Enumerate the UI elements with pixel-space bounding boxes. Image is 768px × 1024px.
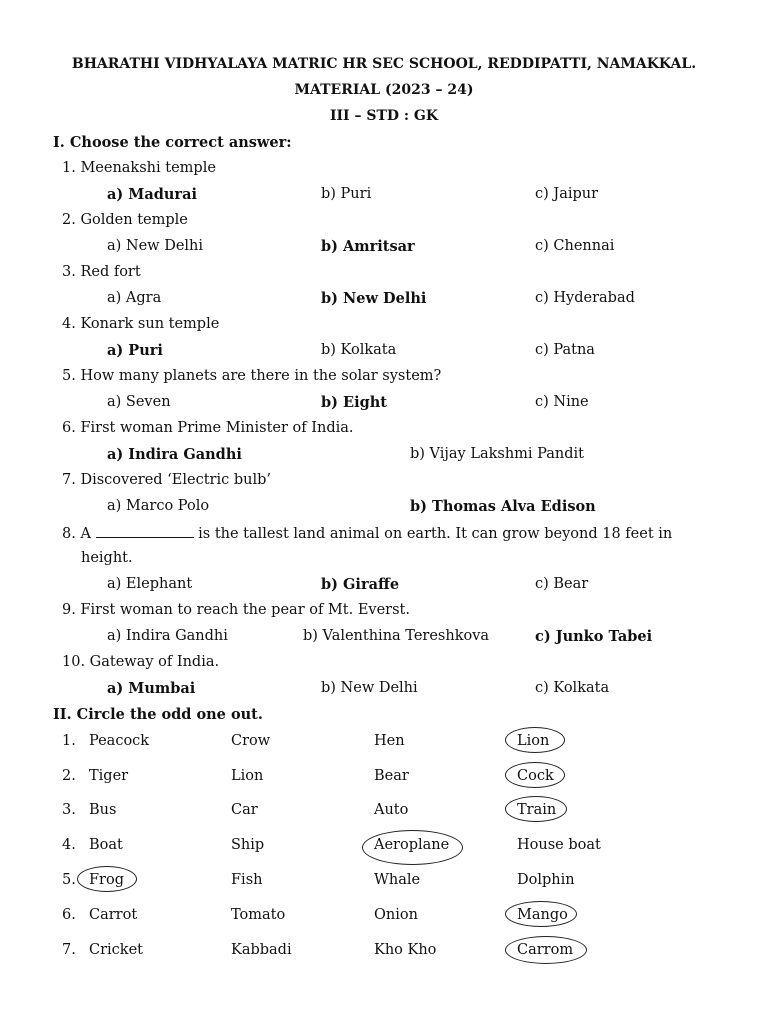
odd-row-6-word-1: Carrot bbox=[89, 907, 138, 923]
section-2-title: II. Circle the odd one out. bbox=[53, 706, 263, 723]
option-3b: b) New Delhi bbox=[321, 290, 427, 307]
option-3a: a) Agra bbox=[107, 290, 162, 306]
odd-row-2-word-3: Bear bbox=[374, 768, 409, 784]
option-6a: a) Indira Gandhi bbox=[107, 446, 242, 463]
odd-row-1-number: 1. bbox=[62, 733, 76, 749]
odd-row-7-word-1: Cricket bbox=[89, 942, 143, 958]
option-1c: c) Jaipur bbox=[535, 186, 599, 202]
option-1a: a) Madurai bbox=[107, 186, 197, 203]
odd-row-5-word-4: Dolphin bbox=[517, 872, 575, 888]
odd-row-2-word-4: Cock bbox=[517, 768, 554, 784]
option-5c: c) Nine bbox=[535, 394, 589, 410]
odd-row-4-word-2: Ship bbox=[231, 837, 265, 853]
odd-row-3-number: 3. bbox=[62, 802, 76, 818]
odd-row-7-number: 7. bbox=[62, 942, 76, 958]
odd-row-6-word-2: Tomato bbox=[231, 907, 286, 923]
option-9b: b) Valenthina Tereshkova bbox=[303, 628, 490, 644]
odd-row-6-number: 6. bbox=[62, 907, 76, 923]
odd-row-4-number: 4. bbox=[62, 837, 76, 853]
odd-row-5-number: 5. bbox=[62, 872, 76, 888]
option-1b: b) Puri bbox=[321, 186, 372, 202]
question-9: 9. First woman to reach the pear of Mt. Everst. bbox=[62, 602, 410, 618]
section-1-title: I. Choose the correct answer: bbox=[53, 134, 292, 151]
odd-row-4-word-1: Boat bbox=[89, 837, 123, 853]
option-8b: b) Giraffe bbox=[321, 576, 400, 593]
odd-row-3-word-1: Bus bbox=[89, 802, 117, 818]
material-year: MATERIAL (2023 – 24) bbox=[294, 82, 474, 98]
odd-row-5-word-1: Frog bbox=[89, 872, 125, 888]
question-2: 2. Golden temple bbox=[62, 212, 188, 228]
school-name: BHARATHI VIDHYALAYA MATRIC HR SEC SCHOOL, REDDIPATTI, NAMAKKAL. bbox=[71, 56, 697, 72]
odd-row-3-word-2: Car bbox=[231, 802, 258, 818]
odd-row-6-word-3: Onion bbox=[374, 907, 418, 923]
option-3c: c) Hyderabad bbox=[535, 290, 635, 306]
option-10a: a) Mumbai bbox=[107, 680, 196, 697]
odd-row-7-word-4: Carrom bbox=[517, 942, 574, 958]
odd-row-2-word-2: Lion bbox=[231, 768, 264, 784]
option-6b: b) Vijay Lakshmi Pandit bbox=[410, 446, 585, 462]
question-6: 6. First woman Prime Minister of India. bbox=[62, 420, 354, 436]
option-8a: a) Elephant bbox=[107, 576, 193, 592]
odd-row-5-word-2: Fish bbox=[231, 872, 263, 888]
option-8c: c) Bear bbox=[535, 576, 589, 592]
question-5: 5. How many planets are there in the solar system? bbox=[62, 368, 442, 384]
question-8-end: is the tallest land animal on earth. It can grow beyond 18 feet in bbox=[198, 526, 673, 542]
question-1: 1. Meenakshi temple bbox=[62, 160, 216, 176]
option-2a: a) New Delhi bbox=[107, 238, 204, 254]
fill-in-blank bbox=[96, 524, 194, 538]
odd-row-3-word-4: Train bbox=[517, 802, 557, 818]
odd-row-7-word-2: Kabbadi bbox=[231, 942, 292, 958]
option-10b: b) New Delhi bbox=[321, 680, 418, 696]
question-10: 10. Gateway of India. bbox=[62, 654, 220, 670]
option-5b: b) Eight bbox=[321, 394, 387, 411]
option-10c: c) Kolkata bbox=[535, 680, 610, 696]
odd-row-4-word-3: Aeroplane bbox=[374, 837, 450, 853]
option-7b: b) Thomas Alva Edison bbox=[410, 498, 596, 515]
question-4: 4. Konark sun temple bbox=[62, 316, 220, 332]
option-2c: c) Chennai bbox=[535, 238, 615, 254]
odd-row-7-word-3: Kho Kho bbox=[374, 942, 437, 958]
option-4a: a) Puri bbox=[107, 342, 163, 359]
option-9a: a) Indira Gandhi bbox=[107, 628, 228, 644]
option-7a: a) Marco Polo bbox=[107, 498, 210, 514]
odd-row-1-word-4: Lion bbox=[517, 733, 550, 749]
question-7: 7. Discovered ‘Electric bulb’ bbox=[62, 472, 271, 488]
odd-row-1-word-1: Peacock bbox=[89, 733, 150, 749]
question-8-start: 8. A bbox=[62, 526, 91, 542]
option-9c: c) Junko Tabei bbox=[535, 628, 653, 645]
odd-row-5-word-3: Whale bbox=[374, 872, 421, 888]
odd-row-2-word-1: Tiger bbox=[89, 768, 129, 784]
question-3: 3. Red fort bbox=[62, 264, 141, 280]
option-4b: b) Kolkata bbox=[321, 342, 397, 358]
option-4c: c) Patna bbox=[535, 342, 595, 358]
odd-row-6-word-4: Mango bbox=[517, 907, 568, 923]
question-8-continued: height. bbox=[81, 550, 133, 566]
question-8 bbox=[62, 524, 672, 542]
odd-row-3-word-3: Auto bbox=[374, 802, 409, 818]
odd-row-1-word-2: Crow bbox=[231, 733, 271, 749]
option-2b: b) Amritsar bbox=[321, 238, 415, 255]
odd-row-2-number: 2. bbox=[62, 768, 76, 784]
odd-row-4-word-4: House boat bbox=[517, 837, 601, 853]
option-5a: a) Seven bbox=[107, 394, 171, 410]
odd-row-1-word-3: Hen bbox=[374, 733, 405, 749]
class-subject: III – STD : GK bbox=[329, 108, 439, 124]
